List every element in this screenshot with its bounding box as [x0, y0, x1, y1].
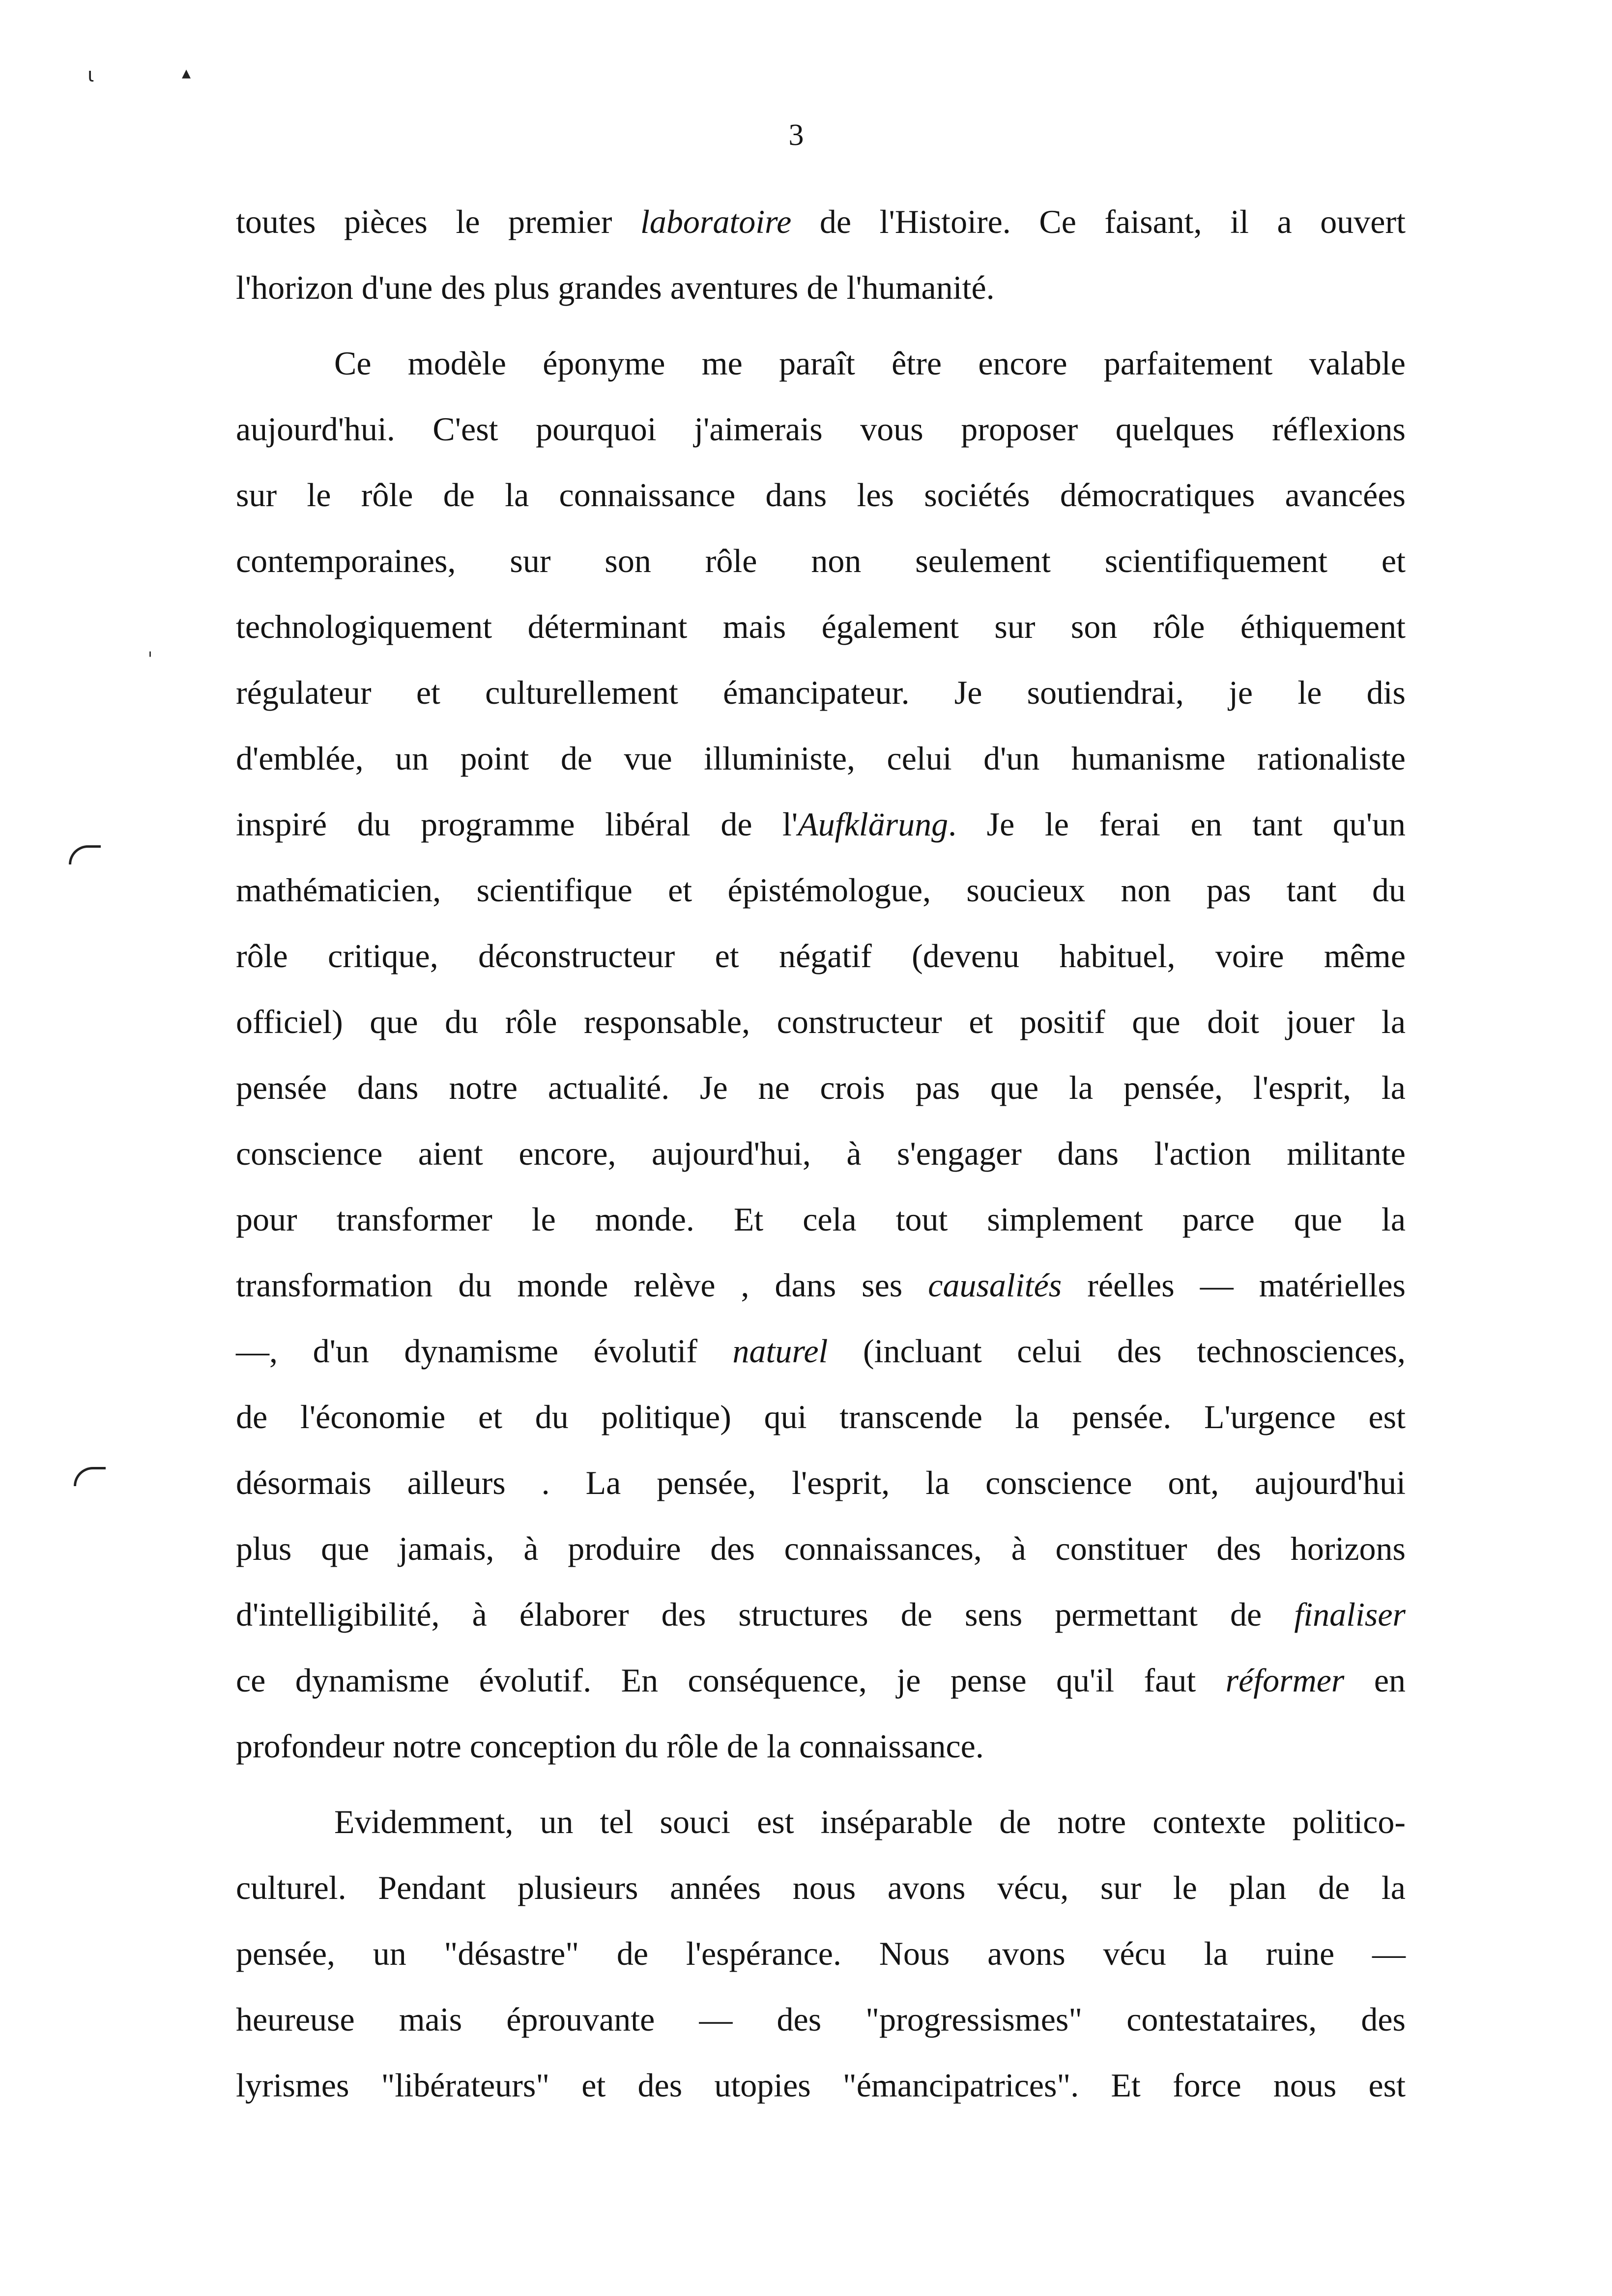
text-line: [236, 1055, 1406, 1120]
scan-mark: [74, 1467, 106, 1486]
text-line: [236, 989, 1406, 1055]
text-segment: toutes pièces le premier: [236, 203, 641, 240]
text-line: [236, 1713, 1406, 1779]
text-line: [236, 1384, 1406, 1450]
text-segment: de l'Histoire. Ce faisant, il a ouvert: [791, 203, 1406, 240]
italic-text: naturel: [732, 1332, 828, 1370]
text-segment: sur le rôle de la connaissance dans les sociétés démocratiques avancées: [236, 476, 1406, 514]
text-segment: d'emblée, un point de vue illuministe, celui d'un humanisme rationaliste: [236, 740, 1406, 777]
text-segment: ce dynamisme évolutif. En conséquence, je pense qu'il faut: [236, 1662, 1226, 1699]
text-segment: profondeur notre conception du rôle de la connaissance.: [236, 1727, 984, 1765]
text-line: [236, 255, 1406, 320]
text-line: [236, 1252, 1406, 1318]
text-segment: plus que jamais, à produire des connaissances, à constituer des horizons: [236, 1530, 1406, 1567]
text-segment: culturel. Pendant plusieurs années nous avons vécu, sur le plan de la: [236, 1869, 1406, 1906]
text-segment: réelles — matérielles: [1062, 1266, 1406, 1304]
scan-mark: ▴: [182, 63, 191, 83]
text-segment: pensée, un "désastre" de l'espérance. Nous avons vécu la ruine —: [236, 1935, 1406, 1972]
text-segment: . Je le ferai en tant qu'un: [948, 805, 1406, 843]
paragraph: [236, 189, 1406, 320]
text-line: [236, 528, 1406, 594]
text-line: [236, 396, 1406, 462]
text-line: [236, 1855, 1406, 1921]
body-text: [236, 0, 1406, 2296]
text-segment: (incluant celui des technosciences,: [828, 1332, 1406, 1370]
text-line: [236, 2052, 1406, 2118]
text-line: [236, 462, 1406, 528]
text-line: [236, 330, 1406, 396]
text-segment: heureuse mais éprouvante — des "progressismes" contestataires, des: [236, 2001, 1406, 2038]
scan-mark: ˈ: [147, 649, 153, 671]
text-segment: l'horizon d'une des plus grandes aventures de l'humanité.: [236, 269, 995, 306]
page-number: 3: [788, 118, 804, 152]
text-segment: mathématicien, scientifique et épistémologue, soucieux non pas tant du: [236, 871, 1406, 909]
italic-text: Aufklärung: [798, 805, 949, 843]
text-segment: Evidemment, un tel souci est inséparable de notre contexte politico-: [334, 1803, 1406, 1840]
text-line: [236, 594, 1406, 660]
text-line: [236, 1921, 1406, 1986]
text-segment: pour transformer le monde. Et cela tout simplement parce que la: [236, 1201, 1406, 1238]
text-segment: désormais ailleurs . La pensée, l'esprit, la conscience ont, aujourd'hui: [236, 1464, 1406, 1501]
text-line: [236, 1120, 1406, 1186]
text-line: [236, 857, 1406, 923]
text-line: [236, 660, 1406, 725]
scan-mark: ι: [87, 64, 94, 86]
text-line: [236, 791, 1406, 857]
text-segment: en: [1344, 1662, 1406, 1699]
italic-text: causalités: [928, 1266, 1062, 1304]
paragraph: [236, 1789, 1406, 2118]
text-line: [236, 189, 1406, 255]
italic-text: finaliser: [1294, 1596, 1406, 1633]
text-line: [236, 1450, 1406, 1516]
text-segment: inspiré du programme libéral de l': [236, 805, 798, 843]
text-segment: technologiquement déterminant mais également sur son rôle éthiquement: [236, 608, 1406, 645]
text-line: [236, 1581, 1406, 1647]
text-line: [236, 923, 1406, 989]
text-line: [236, 725, 1406, 791]
text-line: [236, 1789, 1406, 1855]
text-segment: de l'économie et du politique) qui transcende la pensée. L'urgence est: [236, 1398, 1406, 1435]
text-segment: —, d'un dynamisme évolutif: [236, 1332, 733, 1370]
text-segment: d'intelligibilité, à élaborer des structures de sens permettant de: [236, 1596, 1295, 1633]
text-line: [236, 1318, 1406, 1384]
text-segment: lyrismes "libérateurs" et des utopies "émancipatrices". Et force nous est: [236, 2066, 1406, 2104]
text-segment: conscience aient encore, aujourd'hui, à s'engager dans l'action militante: [236, 1135, 1406, 1172]
text-segment: rôle critique, déconstructeur et négatif (devenu habituel, voire même: [236, 937, 1406, 975]
text-line: [236, 1186, 1406, 1252]
text-segment: pensée dans notre actualité. Je ne crois pas que la pensée, l'esprit, la: [236, 1069, 1406, 1106]
text-segment: Ce modèle éponyme me paraît être encore parfaitement valable: [334, 344, 1406, 382]
italic-text: laboratoire: [640, 203, 792, 240]
text-segment: régulateur et culturellement émancipateur. Je soutiendrai, je le dis: [236, 674, 1406, 711]
text-segment: aujourd'hui. C'est pourquoi j'aimerais vous proposer quelques réflexions: [236, 410, 1406, 448]
scan-mark: [69, 845, 101, 864]
text-segment: officiel) que du rôle responsable, constructeur et positif que doit jouer la: [236, 1003, 1406, 1040]
italic-text: réformer: [1225, 1662, 1345, 1699]
paragraph: [236, 330, 1406, 1779]
text-line: [236, 1986, 1406, 2052]
text-segment: contemporaines, sur son rôle non seulement scientifiquement et: [236, 542, 1406, 579]
text-segment: transformation du monde relève , dans ses: [236, 1266, 928, 1304]
text-line: [236, 1516, 1406, 1581]
text-line: [236, 1647, 1406, 1713]
